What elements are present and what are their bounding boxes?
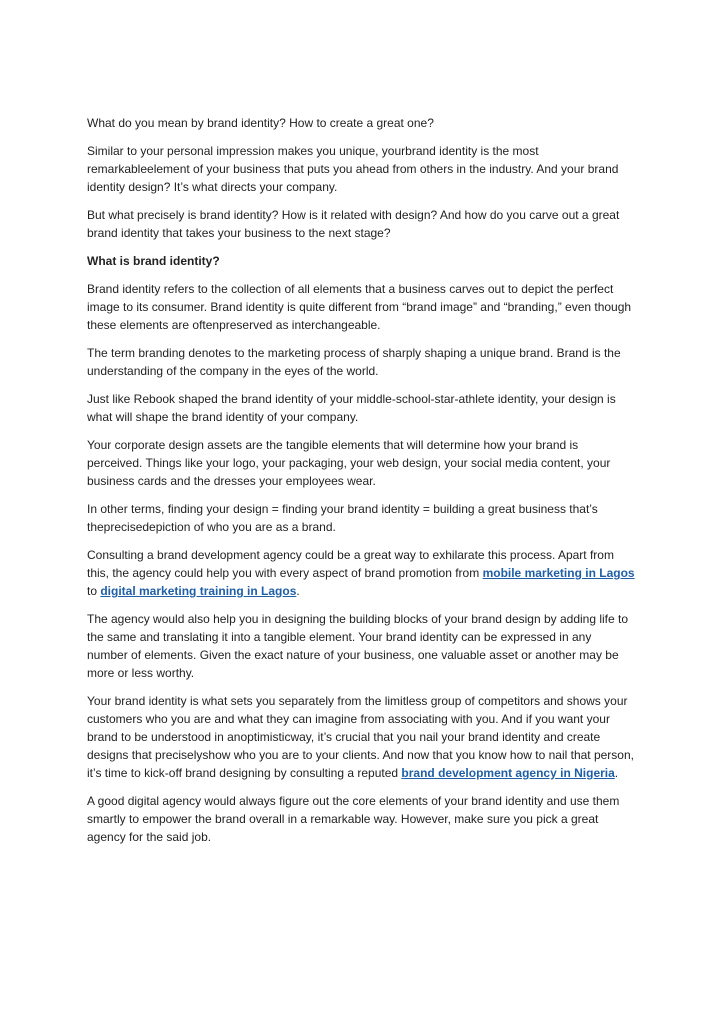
intro-question: What do you mean by brand identity? How to create a great one? [87, 116, 434, 130]
section-heading-what-is-brand-identity: What is brand identity? [87, 254, 220, 268]
consulting-text-middle: to [87, 584, 101, 598]
consulting-text-after: . [296, 584, 300, 598]
consulting-text-before: Consulting a brand development agency could be a great way to exhilarate this process. Apart from this, the agency could help you with every aspect of brand promotion from [87, 548, 614, 580]
link-digital-marketing-training-lagos[interactable]: digital marketing training in Lagos [100, 584, 297, 598]
paragraph-consulting [87, 546, 635, 600]
paragraph-what-precisely: But what precisely is brand identity? How is it related with design? And how do you carve out a great brand identity that takes your business to the next stage? [87, 208, 620, 240]
paragraph-branding-term: The term branding denotes to the marketing process of sharply shaping a unique brand. Brand is the understanding of the company in the eyes of the world. [87, 346, 621, 378]
paragraph-other-terms: In other terms, finding your design = finding your brand identity = building a great business that’s theprecisedepiction of who you are as a brand. [87, 502, 598, 534]
paragraph-good-agency: A good digital agency would always figure out the core elements of your brand identity and use them smartly to empower the brand overall in a remarkable way. However, make sure you pick a great agency for the said job. [87, 794, 620, 844]
sets-apart-text-before: Your brand identity is what sets you separately from the limitless group of competitors and shows your customers who you are and what they can imagine from associating with you. And if you want your brand to be understood in anoptimisticway, it’s crucial that you nail your brand identity and create designs that preciselyshow who you are to your clients. And now that you know how to nail that person, it’s time to kick-off brand designing by consulting a reputed [87, 694, 634, 780]
document-body [87, 114, 635, 856]
paragraph-rebook: Just like Rebook shaped the brand identity of your middle-school-star-athlete identity, your design is what will shape the brand identity of your company. [87, 392, 616, 424]
paragraph-sets-apart [87, 692, 635, 782]
link-brand-development-agency-nigeria[interactable]: brand development agency in Nigeria [401, 766, 615, 780]
paragraph-personal-impression: Similar to your personal impression makes you unique, yourbrand identity is the most remarkableelement of your business that puts you ahead from others in the industry. And your brand identity design? It’s what directs your company. [87, 144, 619, 194]
paragraph-definition: Brand identity refers to the collection of all elements that a business carves out to depict the perfect image to its consumer. Brand identity is quite different from “brand image” and “branding,” even though these elements are oftenpreserved as interchangeable. [87, 282, 632, 332]
link-mobile-marketing-lagos[interactable]: mobile marketing in Lagos [482, 566, 635, 580]
sets-apart-text-after: . [614, 766, 619, 780]
paragraph-building-blocks: The agency would also help you in designing the building blocks of your brand design by adding life to the same and translating it into a tangible element. Your brand identity can be expressed in any number of elements. Given the exact nature of your business, one valuable asset or another may be more or less worthy. [87, 612, 629, 680]
paragraph-design-assets: Your corporate design assets are the tangible elements that will determine how your brand is perceived. Things like your logo, your packaging, your web design, your social media content, your business cards and the dresses your employees wear. [87, 438, 611, 488]
